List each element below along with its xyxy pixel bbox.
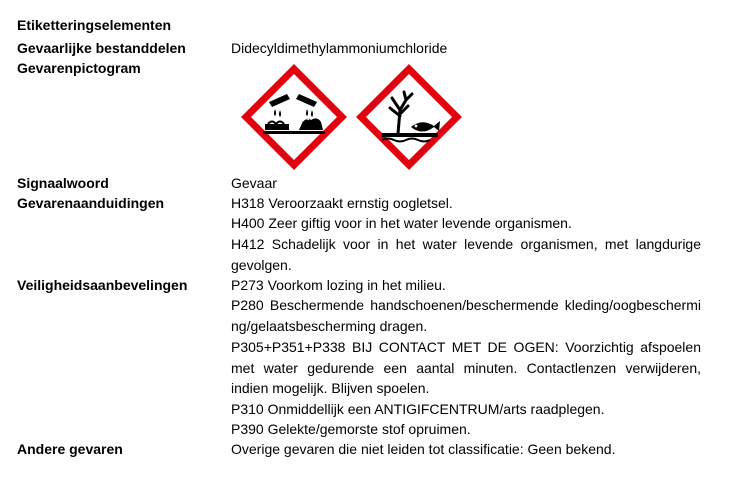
value-signal-word: Gevaar [231, 175, 277, 191]
hazard-statement-h400: H400 Zeer giftig voor in het water levende organismen. [231, 215, 572, 231]
hazard-statement-h318: H318 Veroorzaakt ernstig oogletsel. [231, 195, 453, 211]
label-pictogram: Gevarenpictogram [17, 60, 141, 76]
environment-icon [356, 64, 462, 173]
value-other-hazards: Overige gevaren die niet leiden tot classificatie: Geen bekend. [231, 441, 616, 457]
precautionary-statement-p280: P280 Beschermende handschoenen/beschermende kleding/oogbescherming/gelaatsbescherming dragen. [231, 297, 701, 334]
label-other-hazards: Andere gevaren [17, 441, 123, 457]
section-title: Etiketteringselementen [17, 17, 172, 33]
label-hazard-statements: Gevarenaanduidingen [17, 195, 165, 211]
corrosion-icon [241, 64, 347, 173]
label-precautionary-statements: Veiligheidsaanbevelingen [17, 277, 188, 293]
precautionary-statement-p390: P390 Gelekte/gemorste stof opruimen. [231, 421, 471, 437]
precautionary-statement-p273: P273 Voorkom lozing in het milieu. [231, 277, 446, 293]
hazard-statement-h412: H412 Schadelijk voor in het water levende organismen, met langdurige gevolgen. [231, 236, 701, 273]
precautionary-statement-p305: P305+P351+P338 BIJ CONTACT MET DE OGEN: Voorzichtig afspoelen met water gedurende een aantal minuten. Contactlenzen verwijderen, indien mogelijk. Blijven spoelen. [231, 339, 701, 396]
value-hazardous-components: Didecyldimethylammoniumchloride [231, 40, 448, 56]
label-signal-word: Signaalwoord [17, 175, 109, 191]
label-hazardous-components: Gevaarlijke bestanddelen [17, 40, 186, 56]
precautionary-statement-p310: P310 Onmiddellijk een ANTIGIFCENTRUM/arts raadplegen. [231, 401, 605, 417]
